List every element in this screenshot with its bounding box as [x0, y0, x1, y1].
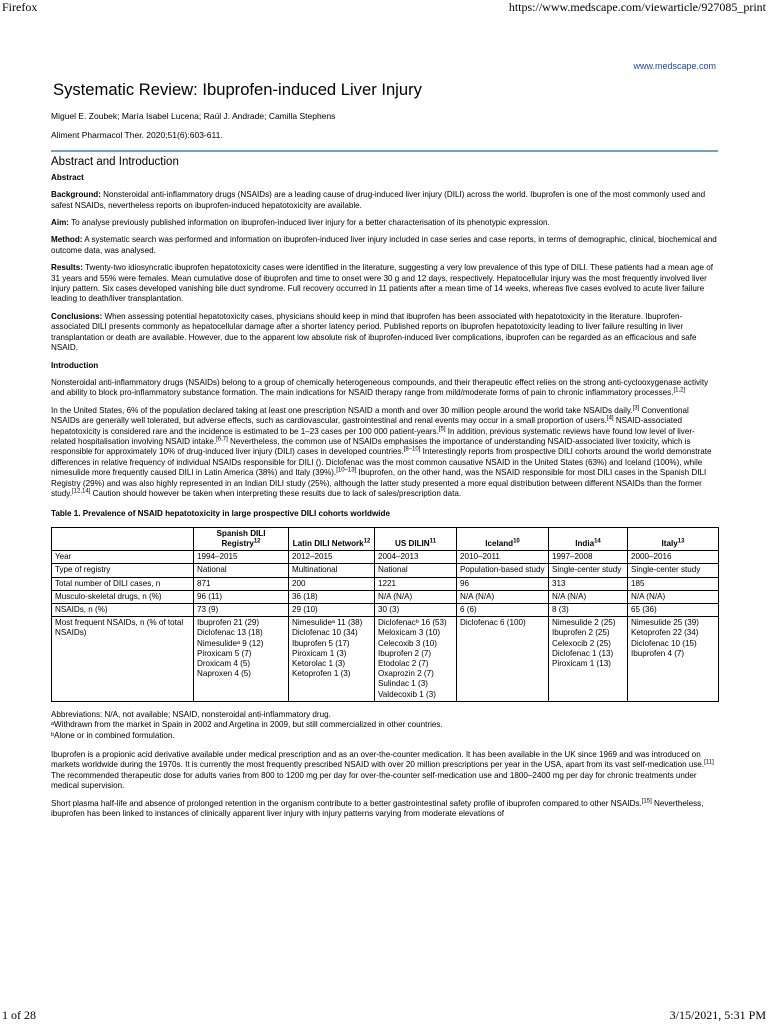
- paragraph-text: The recommended therapeutic dose for adults varies from 800 to 1200 mg per day for over-the-counter self-medication use and 1800–2400 mg per day for chronic treatments under medical supervision.: [51, 770, 697, 791]
- paragraph-text: Nevertheless, the common use of NSAIDs emphasises the importance of understanding NSAID-associated liver toxicity, which is responsible for approximately 10% of drug-induced liver injury (DILI) cases in developed countries.: [51, 436, 691, 457]
- table-row: [52, 604, 719, 617]
- column-header-ref: 10: [513, 538, 520, 545]
- table-note: ᵃWithdrawn from the market in Spain in 2002 and Argetina in 2009, but still commercialized in other countries.: [51, 720, 443, 730]
- abstract-label: Background:: [51, 190, 101, 200]
- table-notes: [51, 710, 718, 741]
- reference-marker: [8–10]: [403, 446, 421, 453]
- print-timestamp: 3/15/2021, 5:31 PM: [669, 1008, 766, 1022]
- reference-marker: [5]: [438, 425, 446, 432]
- table-note: Abbreviations: N/A, not available; NSAID, nonsteroidal anti-inflammatory drug.: [51, 709, 331, 719]
- table-cell: 96 (11): [194, 590, 289, 603]
- abstract-paragraph: [51, 190, 718, 211]
- reference-marker: [10–13]: [336, 467, 357, 474]
- table-cell: N/A (N/A): [457, 590, 549, 603]
- reference-marker: [11]: [704, 759, 714, 766]
- abstract-paragraph: [51, 218, 718, 228]
- table-row: [52, 577, 719, 590]
- article: [51, 78, 718, 826]
- citation: Aliment Pharmacol Ther. 2020;51(6):603-611.: [51, 130, 223, 141]
- intro-paragraph-1: [51, 378, 718, 399]
- table-cell: 30 (3): [375, 604, 457, 617]
- medscape-site-link[interactable]: www.medscape.com: [633, 61, 716, 71]
- table-row: [52, 617, 719, 702]
- column-header-text: Latin DILI Network: [292, 538, 364, 548]
- authors: Miguel E. Zoubek; María Isabel Lucena; Raúl J. Andrade; Camilla Stephens: [51, 111, 336, 121]
- table-cell: Multinational: [289, 564, 375, 577]
- table-cell: Diclofenacᵇ 16 (53) Meloxicam 3 (10) Celecoxib 3 (10) Ibuprofen 2 (7) Etodolac 2 (7) Oxaprozin 2 (7) Sulindac 1 (3) Valdecoxib 1 (3): [375, 617, 457, 702]
- column-header: [457, 527, 549, 550]
- abstract-text: Nonsteroidal anti-inflammatory drugs (NSAIDs) are a leading cause of drug-induced liver injury (DILI) across the world. Ibuprofen is one of the most commonly used and safest NSAIDs, nevertheless reports on ibuprofen-induced hepatotoxicity are available.: [51, 190, 706, 210]
- paragraph-text: Short plasma half-life and absence of prolonged retention in the organism contribute to a better gastrointestinal safety profile of ibuprofen compared to other NSAIDs.: [51, 798, 642, 808]
- abstract-label: Method:: [51, 235, 83, 245]
- page-url: https://www.medscape.com/viewarticle/927085_print: [508, 0, 766, 14]
- column-header-text: India: [575, 538, 595, 548]
- column-header: [289, 527, 375, 550]
- table-cell: 65 (36): [628, 604, 719, 617]
- table-cell: 200: [289, 577, 375, 590]
- paragraph-text: NSAID-associated hepatotoxicity is considered rare and the incidence is estimated to be 1–23 cases per 100 000 patient-years.: [51, 416, 682, 436]
- reference-marker: [4]: [606, 415, 614, 422]
- abstract-paragraph: [51, 312, 718, 354]
- abstract-text: To analyse previously published information on ibuprofen-induced liver injury for a better characterisation of its phenotypic expression.: [69, 218, 550, 228]
- section-heading: Abstract and Introduction: [51, 155, 179, 168]
- paragraph-text: In addition, previous systematic reviews have found low level of liver-related hospitalisation involving NSAID intake.: [51, 426, 695, 446]
- intro-p1-text: Nonsteroidal anti-inflammatory drugs (NSAIDs) belong to a group of chemically heterogeneous compounds, and their therapeutic effect relies on the strong anti-cyclooxygenase activity and ability to block pro-inflammatory substance formation. The main indications for NSAID therapy range from mild/moderate forms of pain to chronic inflammatory processes.: [51, 377, 709, 398]
- abstract-label: Conclusions:: [51, 311, 103, 321]
- column-header: [52, 527, 194, 550]
- column-header-text: US DILIN: [395, 538, 430, 548]
- table-cell: Nimesulide 2 (25) Ibuprofen 2 (25) Celexocib 2 (25) Diclofenac 1 (13) Piroxicam 1 (13): [549, 617, 628, 702]
- table-cell: 6 (6): [457, 604, 549, 617]
- paragraph-text: Ibuprofen is a propionic acid derivative available under medical prescription and as an over-the-counter medication. It has been available in the UK since 1969 and was introduced on markets worldwide during the 1970s. It is currently the most frequently prescribed NSAID with over 20 million prescriptions per year in the USA, apart from its vast self-medication use.: [51, 750, 705, 770]
- column-header-ref: 13: [677, 538, 685, 545]
- paragraph-text: Ibuprofen, on the other hand, was the NSAID responsible for most DILI cases in the Spanish DILI Registry (29%) and was also highly represented in an Indian DILI study (25%), although the latter study presented a more equal distribution between different NSAIDs than the former study.: [51, 468, 707, 498]
- table-cell: National: [194, 564, 289, 577]
- section-divider: [51, 150, 718, 152]
- column-header-ref: 11: [429, 538, 436, 545]
- row-label: Musculo-skeletal drugs, n (%): [52, 590, 194, 603]
- table-cell: 8 (3): [549, 604, 628, 617]
- column-header-text: Italy: [661, 538, 678, 548]
- row-label: Total number of DILI cases, n: [52, 577, 194, 590]
- table-cell: Population-based study: [457, 564, 549, 577]
- abstract-label: Results:: [51, 263, 83, 273]
- intro-paragraph-3: [51, 750, 718, 792]
- table-cell: 73 (9): [194, 604, 289, 617]
- reference-marker: [6,7]: [216, 436, 228, 443]
- table-cell: 2010–2011: [457, 551, 549, 564]
- page-count: 1 of 28: [2, 1008, 36, 1022]
- paragraph-text: In the United States, 6% of the population declared taking at least one prescription NSAID a month and over 30 million people around the world take NSAIDs daily.: [51, 405, 633, 415]
- intro-paragraph-4: [51, 799, 718, 820]
- table-row: [52, 564, 719, 577]
- column-header: [194, 527, 289, 550]
- table-cell: National: [375, 564, 457, 577]
- column-header: [549, 527, 628, 550]
- table-cell: N/A (N/A): [375, 590, 457, 603]
- row-label: NSAIDs, n (%): [52, 604, 194, 617]
- paragraph-text: Caution should however be taken when interpreting these results due to lack of sales/prescription data.: [90, 488, 462, 498]
- print-footer: [0, 1008, 768, 1024]
- table-cell: 2012–2015: [289, 551, 375, 564]
- column-header-ref: 14: [594, 538, 601, 545]
- reference-marker: [3]: [632, 405, 640, 412]
- column-header-text: Spanish DILI Registry: [216, 528, 266, 548]
- table-cell: 96: [457, 577, 549, 590]
- abstract-text: When assessing potential hepatotoxicity cases, physicians should keep in mind that ibuprofen has been associated with hepatotoxicity in the literature. Ibuprofen-associated DILI presents commonly as hepatocellular damage after a shorter latency period. Published reports on ibuprofen hepatotoxicity leading to liver failure resulting in liver transplantation or death are available. However, due to the apparent low absolute risk of ibuprofen-induced liver complications, ibuprofen can be regarded as an efficacious and safe NSAID.: [51, 311, 697, 353]
- column-header: [628, 527, 719, 550]
- intro-paragraph-2: [51, 406, 718, 500]
- reference-marker: [12,14]: [72, 488, 91, 495]
- abstract-paragraph: [51, 263, 718, 305]
- abstract: [51, 190, 718, 353]
- table-cell: 313: [549, 577, 628, 590]
- table-cell: 871: [194, 577, 289, 590]
- table-cell: 2000–2016: [628, 551, 719, 564]
- table-caption: Table 1. Prevalence of NSAID hepatotoxicity in large prospective DILI cohorts worldwide: [51, 509, 390, 519]
- table-body: [52, 551, 719, 702]
- table-cell: 36 (18): [289, 590, 375, 603]
- reference-marker: [15]: [641, 797, 652, 804]
- row-label: Year: [52, 551, 194, 564]
- table-cell: 1221: [375, 577, 457, 590]
- column-header-ref: 12: [363, 538, 371, 545]
- intro-heading: Introduction: [51, 360, 99, 370]
- abstract-label: Aim:: [51, 218, 69, 228]
- table-cell: 1994–2015: [194, 551, 289, 564]
- table-cell: Single-center study: [628, 564, 719, 577]
- abstract-text: A systematic search was performed and information on ibuprofen-induced liver injury included in case series and case reports, in terms of demographic, clinical, biochemical and outcome data, was analysed.: [51, 235, 717, 255]
- table-cell: Diclofenac 6 (100): [457, 617, 549, 702]
- article-title: Systematic Review: Ibuprofen-induced Liver Injury: [53, 80, 422, 99]
- table-row: [52, 551, 719, 564]
- print-header: [0, 0, 768, 16]
- table-cell: Single-center study: [549, 564, 628, 577]
- dili-table: [51, 527, 719, 702]
- abstract-text: Twenty-two idiosyncratic ibuprofen hepatotoxicity cases were identified in the literature, suggesting a very low prevalence of this type of DILI. These patients had a mean age of 31 years and 55% were females. Mean cumulative dose of ibuprofen and time to onset were 30 g and 12 days, respectively. Hepatocellular injury was the most frequently involved liver injury pattern. Six cases developed vanishing bile duct syndrome. Full recovery occurred in 11 patients after a mean time of 14 weeks, whereas five cases evolved to acute liver failure leading to death/liver transplantation.: [51, 263, 713, 304]
- table-note: ᵇAlone or in combined formulation.: [51, 730, 175, 740]
- row-label: Most frequent NSAIDs, n (% of total NSAIDs): [52, 617, 194, 702]
- paragraph-text: Nevertheless, ibuprofen has been linked to instances of clinically apparent liver injury with injury patterns varying from moderate elevations of: [51, 798, 704, 819]
- table-cell: 29 (10): [289, 604, 375, 617]
- abstract-paragraph: [51, 235, 718, 256]
- column-header: [375, 527, 457, 550]
- paragraph-text: Interestingly reports from prospective DILI cohorts around the world demonstrate differences in relative frequency of individual NSAIDs responsible for DILI (). Diclofenac was the most common causative NSAID in the United States (63%) and Iceland (100%), while nimesulide more frequently caused DILI in Latin America (38%) and Italy (39%).: [51, 447, 712, 478]
- table-cell: N/A (N/A): [628, 590, 719, 603]
- table-cell: 2004–2013: [375, 551, 457, 564]
- table-cell: Ibuprofen 21 (29) Diclofenac 13 (18) Nimesulideᵃ 9 (12) Piroxicam 5 (7) Droxicam 4 (5) Naproxen 4 (5): [194, 617, 289, 702]
- row-label: Type of registry: [52, 564, 194, 577]
- table-row: [52, 590, 719, 603]
- column-header-ref: 12: [253, 538, 261, 545]
- column-header-text: Iceland: [485, 538, 514, 548]
- table-cell: 1997–2008: [549, 551, 628, 564]
- table-header-row: [52, 527, 719, 550]
- table-cell: 185: [628, 577, 719, 590]
- abstract-heading: Abstract: [51, 172, 84, 182]
- table-cell: Nimesulide 25 (39) Ketoprofen 22 (34) Diclofenac 10 (15) Ibuprofen 4 (7): [628, 617, 719, 702]
- table-cell: N/A (N/A): [549, 590, 628, 603]
- table-cell: Nimesulideᵃ 11 (38) Diclofenac 10 (34) Ibuprofen 5 (17) Piroxicam 1 (3) Ketorolac 1 (3) Ketoprofen 1 (3): [289, 617, 375, 702]
- intro-p1-ref: [1,2]: [673, 387, 686, 394]
- paragraph-text: Conventional NSAIDs are generally well tolerated, but adverse effects, such as cardiovascular, gastrointestinal and renal events may occur in a small proportion of users.: [51, 405, 689, 426]
- browser-name: Firefox: [2, 0, 38, 14]
